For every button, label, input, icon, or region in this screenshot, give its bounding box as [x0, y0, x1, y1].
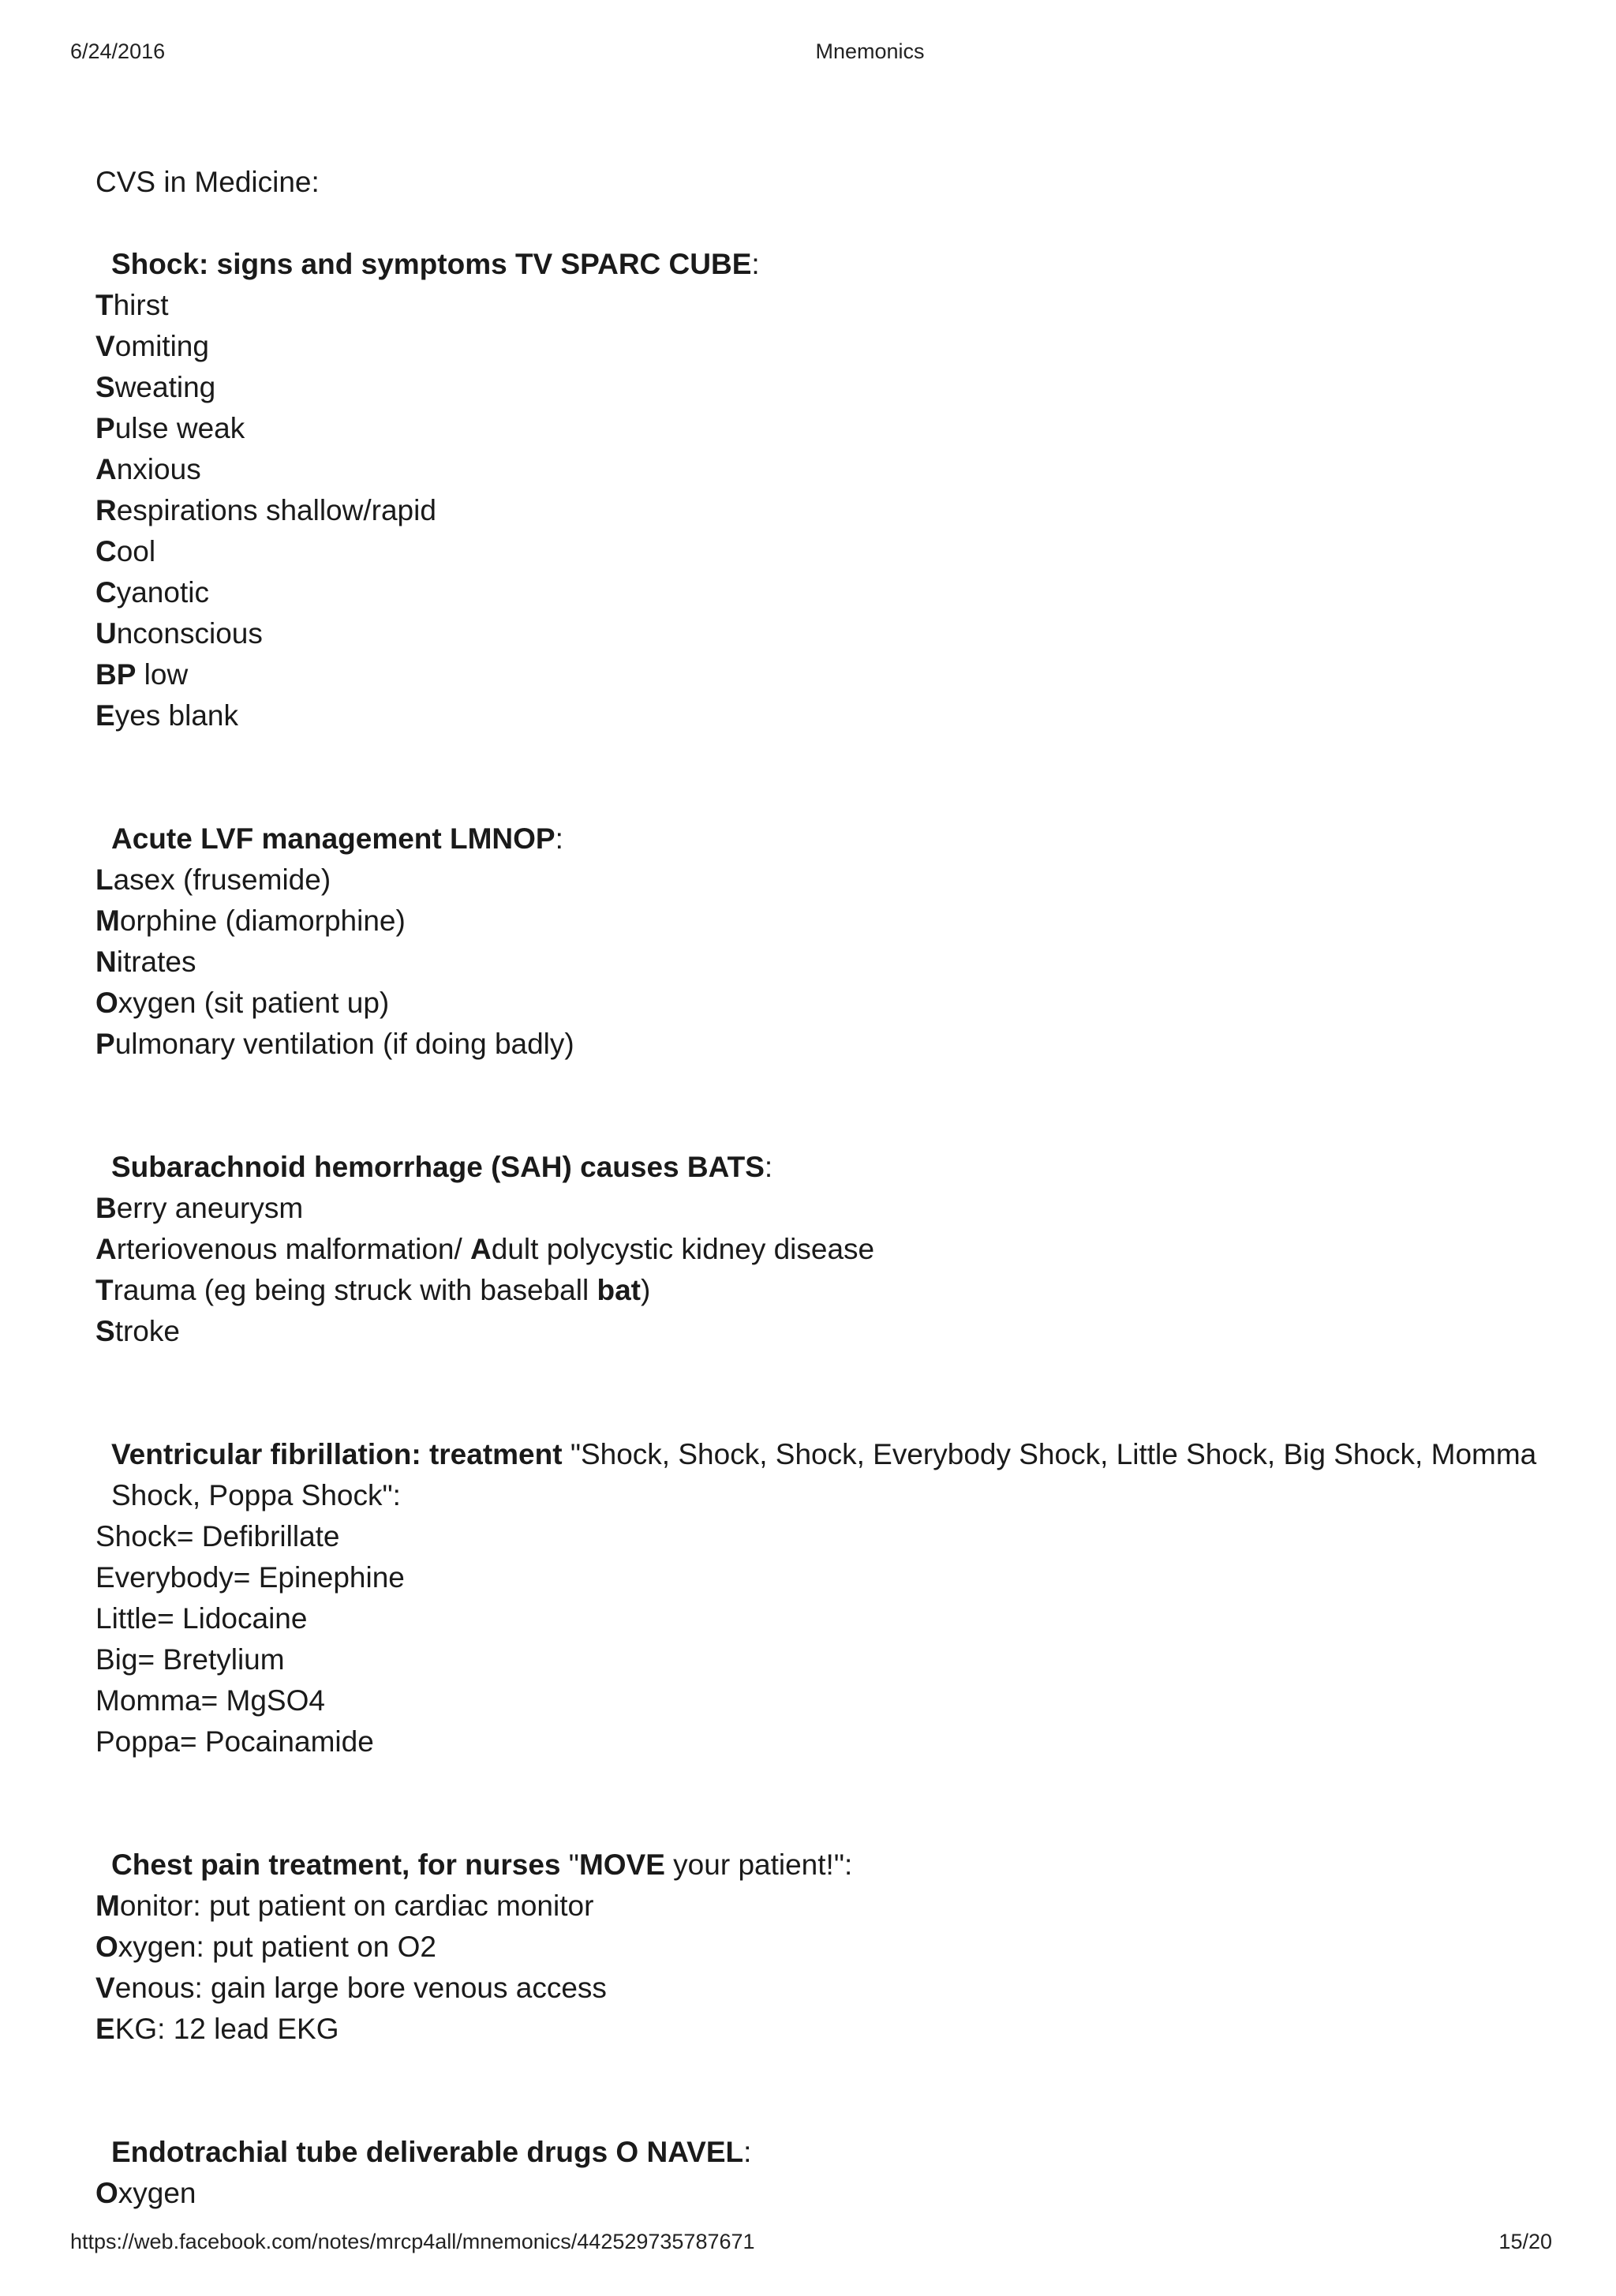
mnemonic-letter: N — [95, 946, 117, 978]
heading-text: "Shock, Shock, Shock, Everybody Shock, Little Shock, Big Shock, Momma Shock, Poppa Shock": — [111, 1438, 1537, 1511]
heading-bold-text: MOVE — [578, 1848, 665, 1881]
mnemonic-text: ulse weak — [114, 412, 245, 444]
mnemonic-text: low — [136, 658, 189, 691]
page-number: 15/20 — [1498, 2230, 1552, 2253]
mnemonic-text: ) — [640, 1274, 651, 1306]
mnemonic-text: xygen (sit patient up) — [118, 987, 390, 1019]
mnemonic-letter: M — [95, 1890, 120, 1922]
mnemonic-letter: P — [95, 412, 115, 444]
mnemonic-item — [95, 1639, 1579, 1680]
mnemonic-item — [95, 1886, 1579, 1927]
mnemonic-letter: P — [95, 1028, 115, 1060]
mnemonic-item — [95, 1024, 1579, 1065]
section-heading — [95, 1147, 1579, 1188]
mnemonic-item — [95, 1557, 1579, 1598]
mnemonic-text: asex (frusemide) — [113, 863, 331, 896]
mnemonic-text: ool — [116, 535, 156, 567]
mnemonic-item — [95, 1927, 1579, 1968]
mnemonic-sections — [95, 244, 1579, 2214]
heading-text: : — [555, 822, 563, 855]
mnemonic-text: Little= Lidocaine — [95, 1602, 308, 1635]
heading-bold-text: Acute LVF management LMNOP — [111, 822, 556, 855]
mnemonic-text: nxious — [116, 453, 201, 485]
mnemonic-item — [95, 860, 1579, 901]
mnemonic-text: espirations shallow/rapid — [116, 494, 436, 526]
heading-bold-text: Endotrachial tube deliverable drugs O NAVEL — [111, 2136, 744, 2168]
mnemonic-text: onitor: put patient on cardiac monitor — [119, 1890, 594, 1922]
mnemonic-letter: A — [95, 1233, 117, 1265]
section-heading — [95, 1434, 1579, 1516]
mnemonic-letter: R — [95, 494, 117, 526]
section-heading — [95, 2132, 1579, 2173]
intro-text: CVS in Medicine: — [95, 166, 320, 198]
mnemonic-text: KG: 12 lead EKG — [114, 2013, 339, 2045]
mnemonic-item — [95, 695, 1579, 736]
mnemonic-text: Everybody= Epinephine — [95, 1561, 405, 1594]
mnemonic-item — [95, 408, 1579, 449]
heading-text: : — [743, 2136, 752, 2168]
mnemonic-text: enous: gain large bore venous access — [114, 1972, 607, 2004]
heading-bold-text: Subarachnoid hemorrhage (SAH) causes BATS — [111, 1151, 765, 1183]
mnemonic-item — [95, 2009, 1579, 2050]
mnemonic-text: rauma (eg being struck with baseball — [113, 1274, 597, 1306]
mnemonic-letter: BP — [95, 658, 137, 691]
mnemonic-item — [95, 1598, 1579, 1639]
mnemonic-text: rteriovenous malformation/ — [116, 1233, 471, 1265]
mnemonic-item — [95, 1188, 1579, 1229]
mnemonic-item — [95, 367, 1579, 408]
header-title: Mnemonics — [815, 39, 925, 63]
mnemonic-section — [95, 1845, 1579, 2050]
mnemonic-item — [95, 490, 1579, 531]
mnemonic-letter: T — [95, 1274, 114, 1306]
mnemonic-text: Momma= MgSO4 — [95, 1684, 325, 1717]
heading-text: your patient!": — [664, 1848, 853, 1881]
mnemonic-letter: T — [95, 289, 114, 321]
mnemonic-item — [95, 572, 1579, 613]
mnemonic-text: nconscious — [116, 617, 263, 650]
mnemonic-item — [95, 1516, 1579, 1557]
mnemonic-text: omiting — [114, 330, 209, 362]
mnemonic-item — [95, 654, 1579, 695]
heading-bold-text: Shock: signs and symptoms TV SPARC CUBE — [111, 248, 752, 280]
mnemonic-text: orphine (diamorphine) — [119, 905, 406, 937]
mnemonic-item — [95, 2173, 1579, 2214]
mnemonic-section — [95, 244, 1579, 736]
header-date: 6/24/2016 — [70, 39, 166, 63]
mnemonic-text: hirst — [113, 289, 169, 321]
mnemonic-text: dult polycystic kidney disease — [491, 1233, 875, 1265]
heading-text: : — [751, 248, 760, 280]
mnemonic-letter: S — [95, 1315, 115, 1347]
mnemonic-text: weating — [114, 371, 216, 403]
mnemonic-letter: A — [95, 453, 117, 485]
mnemonic-item — [95, 326, 1579, 367]
mnemonic-letter: V — [95, 1972, 115, 2004]
mnemonic-letter: E — [95, 699, 115, 732]
mnemonic-letter: B — [95, 1192, 117, 1224]
mnemonic-letter: C — [95, 535, 117, 567]
mnemonic-letter: O — [95, 2177, 118, 2209]
mnemonic-item — [95, 449, 1579, 490]
mnemonic-letter: U — [95, 617, 117, 650]
mnemonic-item — [95, 285, 1579, 326]
mnemonic-letter: V — [95, 330, 115, 362]
mnemonic-letter: S — [95, 371, 115, 403]
heading-text: " — [560, 1848, 579, 1881]
mnemonic-text: xygen — [118, 2177, 196, 2209]
footer-url[interactable]: https://web.facebook.com/notes/mrcp4all/mnemonics/442529735787671 — [70, 2230, 755, 2253]
mnemonic-item — [95, 1721, 1579, 1762]
mnemonic-text: Poppa= Pocainamide — [95, 1725, 374, 1758]
section-heading — [95, 818, 1579, 860]
heading-bold-text: Chest pain treatment, for nurses — [111, 1848, 561, 1881]
mnemonic-letter: O — [95, 1931, 118, 1963]
mnemonic-letter: L — [95, 863, 114, 896]
heading-bold-text: Ventricular fibrillation: treatment — [111, 1438, 563, 1470]
mnemonic-text: troke — [114, 1315, 180, 1347]
mnemonic-section — [95, 818, 1579, 1065]
mnemonic-text: xygen: put patient on O2 — [118, 1931, 436, 1963]
mnemonic-item — [95, 1680, 1579, 1721]
mnemonic-item — [95, 1968, 1579, 2009]
mnemonic-text: erry aneurysm — [116, 1192, 304, 1224]
mnemonic-section — [95, 1434, 1579, 1762]
mnemonic-letter: M — [95, 905, 120, 937]
mnemonic-item — [95, 613, 1579, 654]
mnemonic-item — [95, 1270, 1579, 1311]
mnemonic-letter: C — [95, 576, 117, 609]
mnemonic-text: yes blank — [114, 699, 238, 732]
mnemonic-text: itrates — [116, 946, 196, 978]
mnemonic-item — [95, 901, 1579, 942]
mnemonic-section — [95, 2132, 1579, 2214]
mnemonic-section — [95, 1147, 1579, 1352]
mnemonic-letter: O — [95, 987, 118, 1019]
mnemonic-letter: E — [95, 2013, 115, 2045]
page-content — [95, 162, 1579, 2296]
section-heading — [95, 244, 1579, 285]
mnemonic-text: ulmonary ventilation (if doing badly) — [114, 1028, 574, 1060]
heading-text: : — [764, 1151, 773, 1183]
section-heading — [95, 1845, 1579, 1886]
mnemonic-letter: A — [470, 1233, 492, 1265]
mnemonic-text: Shock= Defibrillate — [95, 1520, 340, 1553]
mnemonic-item — [95, 983, 1579, 1024]
mnemonic-item — [95, 942, 1579, 983]
mnemonic-text: Big= Bretylium — [95, 1643, 285, 1676]
mnemonic-text: yanotic — [116, 576, 209, 609]
mnemonic-letter: bat — [597, 1274, 641, 1306]
mnemonic-item — [95, 1229, 1579, 1270]
mnemonic-item — [95, 531, 1579, 572]
mnemonic-item — [95, 1311, 1579, 1352]
